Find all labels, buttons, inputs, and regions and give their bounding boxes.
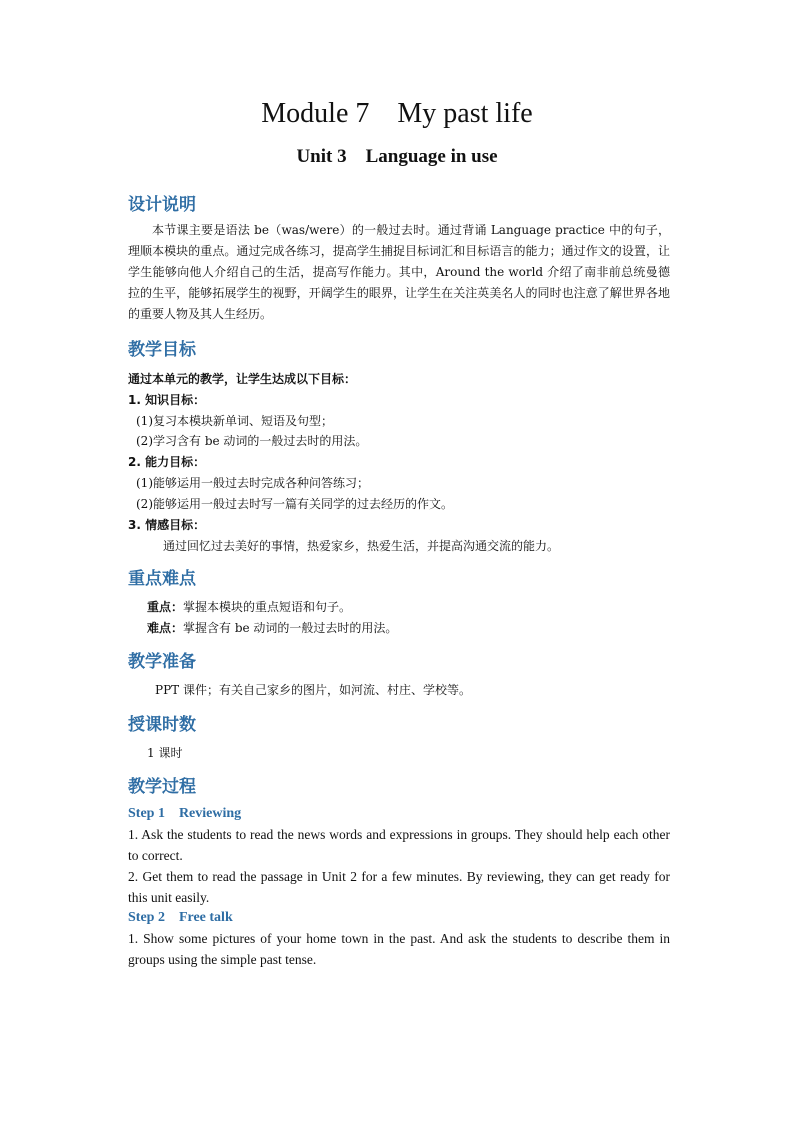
knowledge-goal-item: (2)学习含有 be 动词的一般过去时的用法。 bbox=[136, 434, 368, 448]
step-2-title: Step 2 Free talk bbox=[128, 910, 233, 925]
emotion-goal-item: 通过回忆过去美好的事情，热爱家乡，热爱生活，并提高沟通交流的能力。 bbox=[163, 539, 560, 553]
difficult-point-text: 掌握含有 be 动词的一般过去时的用法。 bbox=[183, 621, 398, 635]
step-1-paragraph: 2. Get them to read the passage in Unit 2 for a few minutes. By reviewing, they can get ready for this unit easily. bbox=[128, 869, 670, 905]
section-heading-goals: 教学目标 bbox=[128, 340, 196, 360]
ability-goal-item: (1)能够运用一般过去时完成各种问答练习； bbox=[136, 476, 369, 490]
section-heading-prep: 教学准备 bbox=[128, 652, 196, 672]
page-subtitle: Unit 3 Language in use bbox=[296, 146, 498, 167]
section-heading-keypoints: 重点难点 bbox=[128, 569, 196, 589]
step-1-title: Step 1 Reviewing bbox=[128, 806, 242, 821]
goals-intro: 通过本单元的教学，让学生达成以下目标： bbox=[128, 372, 357, 386]
section-heading-process: 教学过程 bbox=[128, 777, 196, 797]
knowledge-goal-item: (1)复习本模块新单词、短语及句型； bbox=[136, 414, 333, 428]
section-heading-design: 设计说明 bbox=[128, 195, 196, 215]
difficult-point-label: 难点： bbox=[147, 621, 184, 635]
design-paragraph: 本节课主要是语法 be（was/were）的一般过去时。通过背诵 Language practice 中的句子，理顺本模块的重点。通过完成各练习，提高学生捕捉目标词汇和目标语言的能力；通过作文的设置，让学生能够向他人介绍自己的生活，提高写作能力。其中，Around the world 介绍了南非前总统曼德拉的生平，能够拓展学生的视野，开阔学生的眼界，让学生在关注英美名人的同时也注意了解世界各地的重要人物及其人生经历。 bbox=[128, 223, 670, 321]
prep-text: PPT 课件；有关自己家乡的图片，如河流、村庄、学校等。 bbox=[155, 683, 471, 697]
key-point-label: 重点： bbox=[147, 600, 184, 614]
emotion-goal-label: 3. 情感目标： bbox=[128, 518, 206, 532]
section-heading-hours: 授课时数 bbox=[128, 715, 196, 735]
ability-goal-label: 2. 能力目标： bbox=[128, 455, 206, 469]
ability-goal-item: (2)能够运用一般过去时写一篇有关同学的过去经历的作文。 bbox=[136, 497, 454, 511]
knowledge-goal-label: 1. 知识目标： bbox=[128, 393, 206, 407]
hours-text: 1 课时 bbox=[147, 746, 183, 760]
page-title: Module 7 My past life bbox=[261, 98, 533, 129]
step-2-paragraph: 1. Show some pictures of your home town in the past. And ask the students to describe them in groups using the simple past tense. bbox=[128, 931, 670, 967]
step-1-paragraph: 1. Ask the students to read the news words and expressions in groups. They should help each other to correct. bbox=[128, 827, 670, 863]
key-point-row bbox=[147, 598, 351, 615]
key-point-text: 掌握本模块的重点短语和句子。 bbox=[183, 600, 352, 614]
difficult-point-row bbox=[147, 619, 397, 636]
